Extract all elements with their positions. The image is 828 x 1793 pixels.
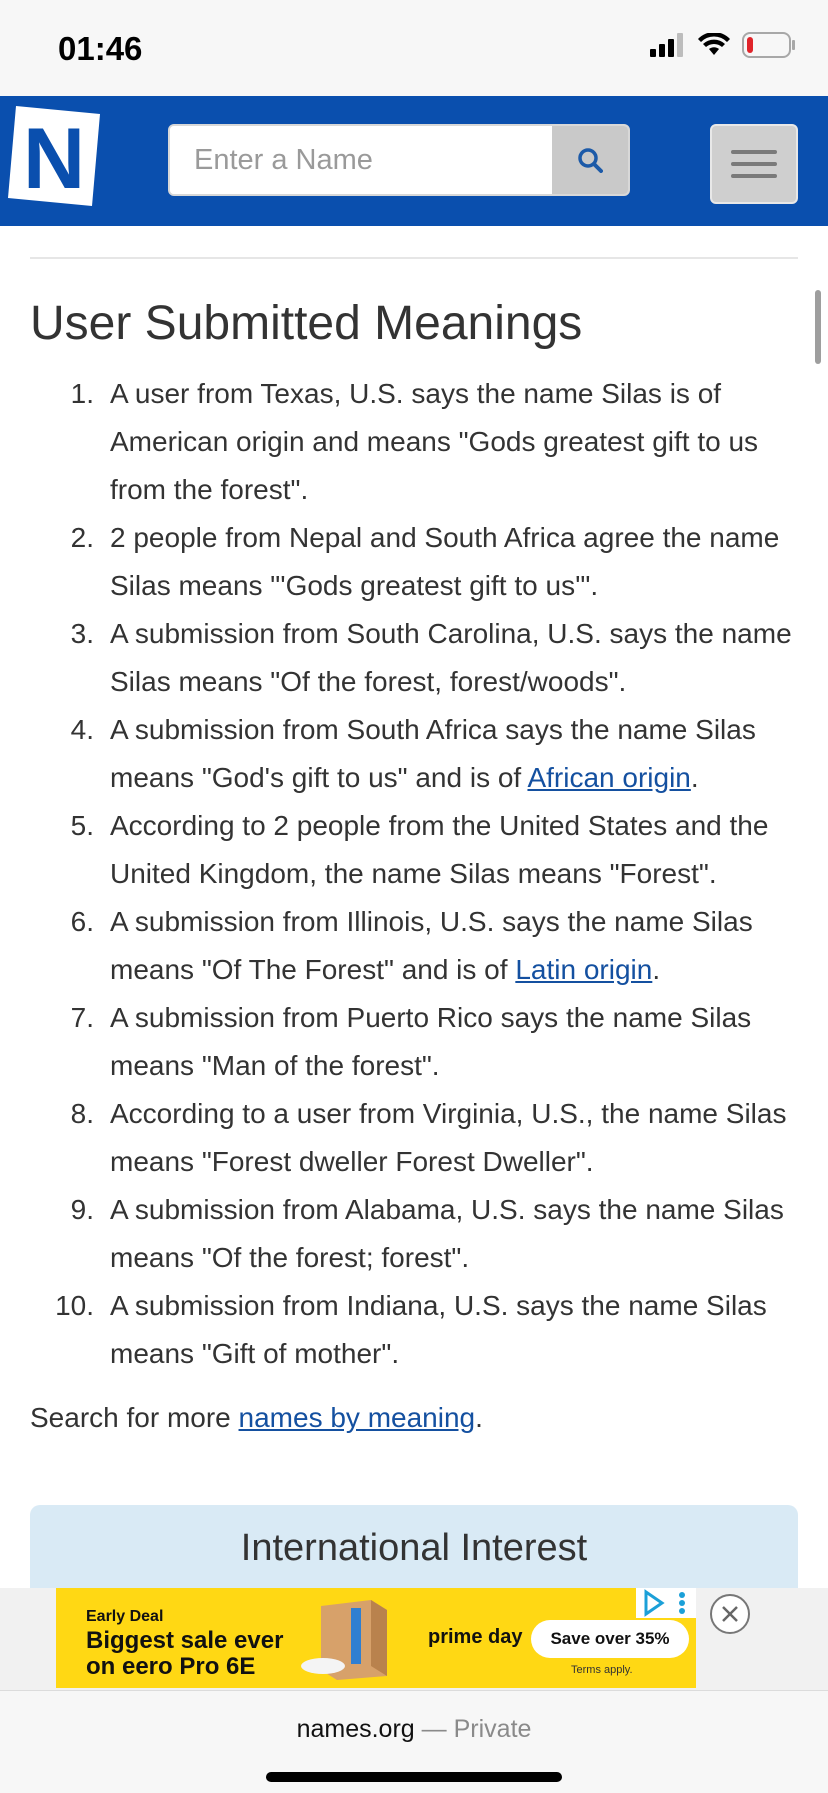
private-label: Private (453, 1715, 532, 1743)
scrollbar[interactable] (815, 290, 821, 364)
list-item: 8. According to a user from Virginia, U.S., the name Silas means "Forest dweller Forest Dweller". (70, 1098, 787, 1177)
menu-bar-icon (731, 162, 777, 166)
menu-bar-icon (731, 150, 777, 154)
url-separator: — (414, 1715, 454, 1743)
menu-bar-icon (731, 174, 777, 178)
meanings-list (30, 370, 800, 1378)
ad-bar (0, 1588, 828, 1690)
wifi-icon (698, 33, 730, 57)
url-text (0, 1715, 828, 1744)
more-names-text: Search for more names by meaning. (30, 1402, 483, 1433)
list-item: 9. A submission from Alabama, U.S. says the name Silas means "Of the forest; forest". (70, 1194, 784, 1273)
ad-cta-button[interactable]: Save over 35% (531, 1620, 689, 1658)
url-domain: names.org (296, 1715, 415, 1743)
section-title: User Submitted Meanings (30, 297, 583, 350)
list-item: 2. 2 people from Nepal and South Africa agree the name Silas means "'Gods greatest gift to us'". (70, 522, 780, 601)
ad-choices-icon[interactable] (636, 1588, 696, 1618)
latin-origin-link[interactable]: Latin origin (515, 954, 653, 985)
router-box-image (301, 1596, 401, 1680)
ad-terms-text: Terms apply. (571, 1664, 633, 1676)
list-item: 1. A user from Texas, U.S. says the name Silas is of American origin and means "Gods greatest gift to us from the forest". (70, 378, 759, 505)
ad-close-button[interactable] (710, 1594, 750, 1634)
list-item: 5. According to 2 people from the United States and the United Kingdom, the name Silas means "Forest". (70, 810, 769, 889)
african-origin-link[interactable]: African origin (527, 762, 691, 793)
ad-prime-text: prime day (428, 1626, 523, 1648)
list-item: 3. A submission from South Carolina, U.S. says the name Silas means "Of the forest, forest/woods". (70, 618, 792, 697)
signal-icon (650, 33, 686, 57)
search-button[interactable] (552, 126, 628, 194)
search-icon (577, 147, 603, 173)
ad-banner[interactable] (56, 1588, 696, 1688)
list-item: 4. A submission from South Africa says the name Silas means "God's gift to us" and is of African origin. (70, 714, 756, 793)
names-by-meaning-link[interactable]: names by meaning (238, 1402, 476, 1433)
battery-icon (742, 32, 796, 58)
site-header (0, 96, 828, 226)
close-icon (720, 1604, 740, 1624)
list-item: 10. A submission from Indiana, U.S. says the name Silas means "Gift of mother". (55, 1290, 767, 1369)
international-interest-title: International Interest (240, 1527, 588, 1569)
status-bar (0, 0, 828, 96)
search-input[interactable] (170, 126, 554, 194)
status-icons (650, 32, 796, 58)
menu-button[interactable] (710, 124, 798, 204)
ad-headline: Biggest sale ever on eero Pro 6E (86, 1627, 284, 1680)
status-time: 01:46 (58, 30, 143, 67)
list-item: 6. A submission from Illinois, U.S. says the name Silas means "Of The Forest" and is of Latin origin. (70, 906, 753, 985)
home-indicator[interactable] (266, 1772, 562, 1782)
list-item: 7. A submission from Puerto Rico says the name Silas means "Man of the forest". (70, 1002, 752, 1081)
logo-letter: N (22, 111, 86, 206)
ad-small-text: Early Deal (86, 1608, 164, 1625)
divider (30, 257, 798, 259)
names-logo[interactable] (8, 106, 100, 206)
search-box (168, 124, 630, 196)
